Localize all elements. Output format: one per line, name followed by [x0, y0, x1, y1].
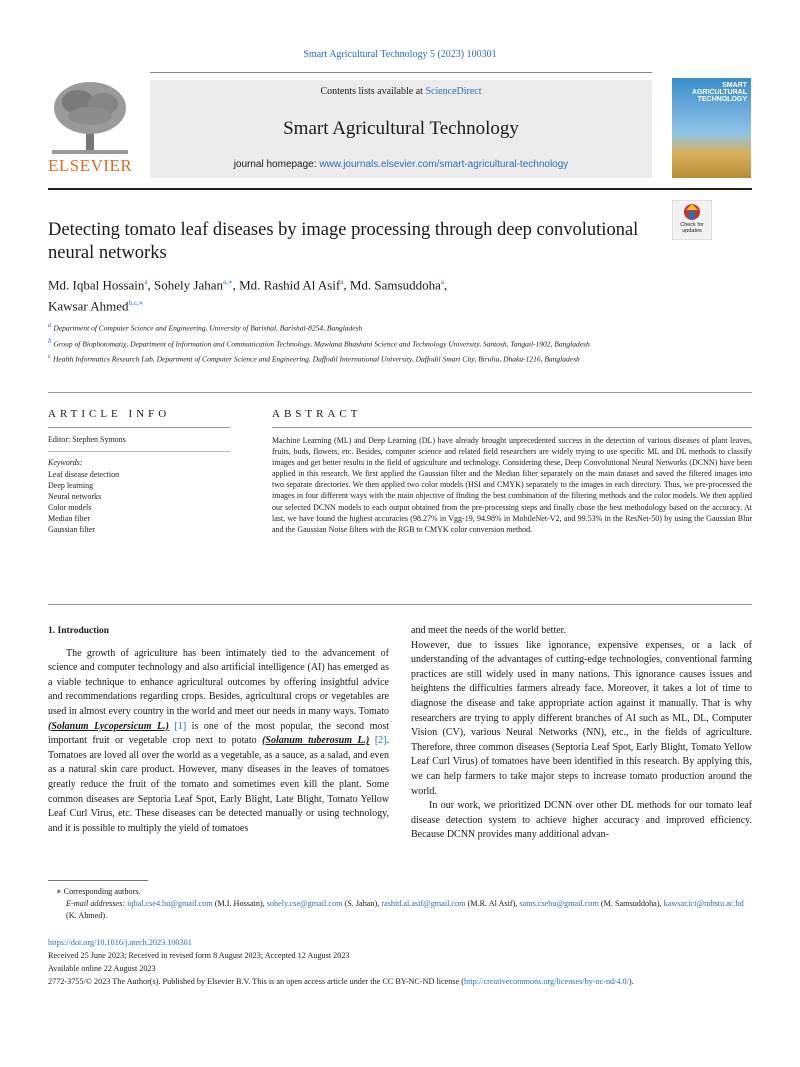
- intro-paragraph-1-cont: and meet the needs of the world better.: [411, 625, 566, 636]
- section-heading-introduction: 1. Introduction: [48, 626, 110, 636]
- abstract-heading: ABSTRACT: [272, 408, 362, 420]
- footnote-rule: [48, 880, 148, 881]
- email-link[interactable]: rashid.al.asif@gmail.com: [381, 899, 466, 908]
- journal-title: Smart Agricultural Technology: [283, 118, 519, 139]
- keywords-label: Keywords:: [48, 458, 83, 467]
- author-5-affil[interactable]: b,c,∗: [128, 299, 144, 308]
- intro-paragraph-1: The growth of agriculture has been intimately tied to the advancement of science and computer technology and also artificial intelligence (AI) has emerged as a viable technique to enhance agricultural outcomes by offering insightful advice and recommendations regarding crops. Besides, agricultural crops or vegetables are used in almost every country in the world and meet our needs in many ways. Tomato (Solanum Lycopersicum L.) [1] is one of the most popular, the second most important fruit or vegetable crop next to potato (Solanum tuberosum L.) [2]. Tomatoes are loved all over the world as a vegetable, as a sauce, as a salad, and even as a natural skin care product. However, many diseases in the leaves of tomatoes greatly reduce the fruit of the tomato and sometimes even kill the plant. Some common diseases are Septoria Leaf Spot, Early Blight, Late Blight, Tomato Yellow Leaf Curl Virus, etc. These diseases can be detected manually or using technology, and it is possible to multiply the yield of tomatoes: [48, 647, 390, 834]
- keyword: Leaf disease detection: [48, 470, 120, 479]
- header-rule: [48, 188, 752, 190]
- sciencedirect-link[interactable]: ScienceDirect: [425, 86, 482, 97]
- affiliations: [48, 320, 668, 367]
- author-1-affil[interactable]: a: [144, 278, 148, 286]
- license-line: 2772-3755/© 2023 The Author(s). Published by Elsevier B.V. This is an open access article under the CC BY-NC-ND license (http://creativecommons.org/licenses/by-nc-nd/4.0/).: [48, 977, 634, 986]
- article-info-heading: ARTICLE INFO: [48, 408, 171, 420]
- keyword: Deep learning: [48, 481, 94, 490]
- email-link[interactable]: iqbal.cse4.bu@gmail.com: [127, 899, 213, 908]
- publisher-wordmark: ELSEVIER: [48, 156, 133, 175]
- citation-2[interactable]: [2]: [374, 735, 387, 747]
- homepage-link[interactable]: www.journals.elsevier.com/smart-agricultural-technology: [319, 159, 569, 170]
- check-for-updates-badge[interactable]: [672, 200, 712, 240]
- divider: [48, 392, 752, 393]
- journal-reference-link[interactable]: Smart Agricultural Technology 5 (2023) 100301: [303, 49, 497, 60]
- article-title: Detecting tomato leaf diseases by image processing through deep convolutional neural networks: [48, 220, 639, 263]
- divider: [48, 427, 230, 428]
- affiliation-b: $^b$ Group of Biophotomatiχ, Department of Information and Communication Technology, Mawlana Bhashani Science and Technology University, Santosh, Tangail-1902, Bangladesh: [48, 336, 590, 348]
- author-list: [48, 273, 668, 316]
- author-2: Sohely Jahan: [154, 277, 223, 293]
- contents-line: Contents lists available at ScienceDirect: [320, 86, 482, 97]
- journal-cover-image: [672, 78, 751, 178]
- email-link[interactable]: kawsar.ict@mbstu.ac.bd: [663, 899, 744, 908]
- intro-paragraph-2: However, due to issues like ignorance, expensive expenses, or a lack of understanding of the advantages of cutting-edge technologies, conventional farming practices are still widely used in many nations. This ignorance causes issues and heightens the difficulties farmers already face. Moreover, it takes a lot of time to diagnose the disease and take appropriate action against it manually. That is why researchers are trying to apply different branches of AI such as ML, DL, Computer Vision (CV), various Neural Networks (NN), etc., in the fields of agriculture. Therefore, three common diseases (Septoria Leaf Spot, Early Blight, Tomato Yellow Leaf Curl Virus) of tomatoes have been identified in this research. By applying this, we can help farmers to take major steps to increase tomato production around the world.: [411, 639, 752, 797]
- author-3-affil[interactable]: a: [340, 278, 344, 286]
- footnotes: [48, 886, 752, 922]
- check-for-updates-label: Check for updates: [680, 222, 704, 234]
- homepage-line: journal homepage: www.journals.elsevier.com/smart-agricultural-technology: [233, 159, 569, 170]
- available-online: Available online 22 August 2023: [48, 964, 156, 973]
- author-4-affil[interactable]: a: [440, 278, 444, 286]
- email-link[interactable]: sams.csebu@gmail.com: [519, 899, 599, 908]
- body-column-right: [411, 624, 752, 843]
- divider: [48, 451, 230, 452]
- intro-paragraph-3: In our work, we prioritized DCNN over other DL methods for our tomato leaf disease detection system to achieve higher accuracy and improved efficiency. Because DCNN provides many additional advan-: [411, 800, 752, 841]
- abstract-text: Machine Learning (ML) and Deep Learning (DL) have already brought unprecedented success in the detection of various diseases of plant leaves, fruits, buds, flowers, etc. Besides, computer science and related field researchers are widely trying to use specific ML and DL methods to classify images and get better results in the field of agriculture and technology. Considering these, Deep Convolutional Neural Networks (DCNN) have been applied in this research. We first applied the Gaussian filter and the Median filter separately on the main dataset and saved the filtered images into two separate directories. We then applied two color models (HSI and CMYK) separately to the images in each directory. Thus, we pre-processed the images in four different ways with the main objective of finding the best combination of the filtering methods and the color models. We then applied our selected DCNN models to each output obtained from the pre-processing steps and finally chose the best methodology based on the accuracy. At last, we have found the highest accuracies (98.27% in Vgg-19, 94.98% in MobileNet-V2, and 99.53% in the ResNet-50) by using the Gaussian Blur and the Gaussian Noise filters with the RGB to CMYK color conversion method.: [272, 436, 752, 534]
- keywords-list: [48, 469, 119, 535]
- article-metadata: [48, 936, 752, 988]
- corresponding-note: ∗ Corresponding authors.: [56, 887, 141, 896]
- keyword: Median filter: [48, 514, 90, 523]
- citation-1[interactable]: [1]: [174, 720, 187, 732]
- divider: [48, 604, 752, 605]
- keyword: Gaussian filter: [48, 525, 95, 534]
- author-4: Md. Samsuddoha: [349, 277, 441, 293]
- editor-line: Editor: Stephen Symons: [48, 435, 126, 444]
- cover-title: SMART AGRICULTURAL TECHNOLOGY: [691, 82, 747, 103]
- keyword: Color models: [48, 503, 92, 512]
- author-1: Md. Iqbal Hossain: [48, 277, 145, 293]
- author-sep: ,: [232, 277, 240, 293]
- received-dates: Received 25 June 2023; Received in revised form 8 August 2023; Accepted 12 August 2023: [48, 951, 350, 960]
- author-2-affil[interactable]: a,∗: [223, 278, 233, 286]
- author-3: Md. Rashid Al Asif: [239, 277, 341, 293]
- header-top-rule: [150, 72, 652, 73]
- author-sep: ,: [147, 277, 155, 293]
- body-column-left: [48, 624, 389, 836]
- keyword: Neural networks: [48, 492, 102, 501]
- author-sep: ,: [343, 277, 350, 293]
- email-addresses: E-mail addresses: iqbal.cse4.bu@gmail.com (M.I. Hossain), sohely.cse@gmail.com (S. Jahan), rashid.al.asif@gmail.com (M.R. Al Asif), sams.csebu@gmail.com (M. Samsuddoha), kawsar.ict@mbstu.ac.bd (K. Ahmed).: [66, 899, 744, 920]
- doi-link[interactable]: https://doi.org/10.1016/j.atech.2023.100301: [48, 938, 192, 947]
- divider: [272, 427, 752, 428]
- license-link[interactable]: http://creativecommons.org/licenses/by-nc-nd/4.0/: [463, 977, 629, 986]
- email-link[interactable]: sohely.cse@gmail.com: [266, 899, 343, 908]
- affiliation-a: $^a$ Department of Computer Science and Engineering, University of Barishal, Barishal-8254, Bangladesh: [48, 321, 363, 333]
- author-5: Kawsar Ahmed: [48, 298, 129, 314]
- author-sep: ,: [443, 277, 448, 293]
- affiliation-c: $^c$ Health Informatics Research Lab, Department of Computer Science and Engineering, Daffodil International University, Daffodil Smart City, Birulia, Dhaka-1216, Bangladesh: [48, 352, 580, 364]
